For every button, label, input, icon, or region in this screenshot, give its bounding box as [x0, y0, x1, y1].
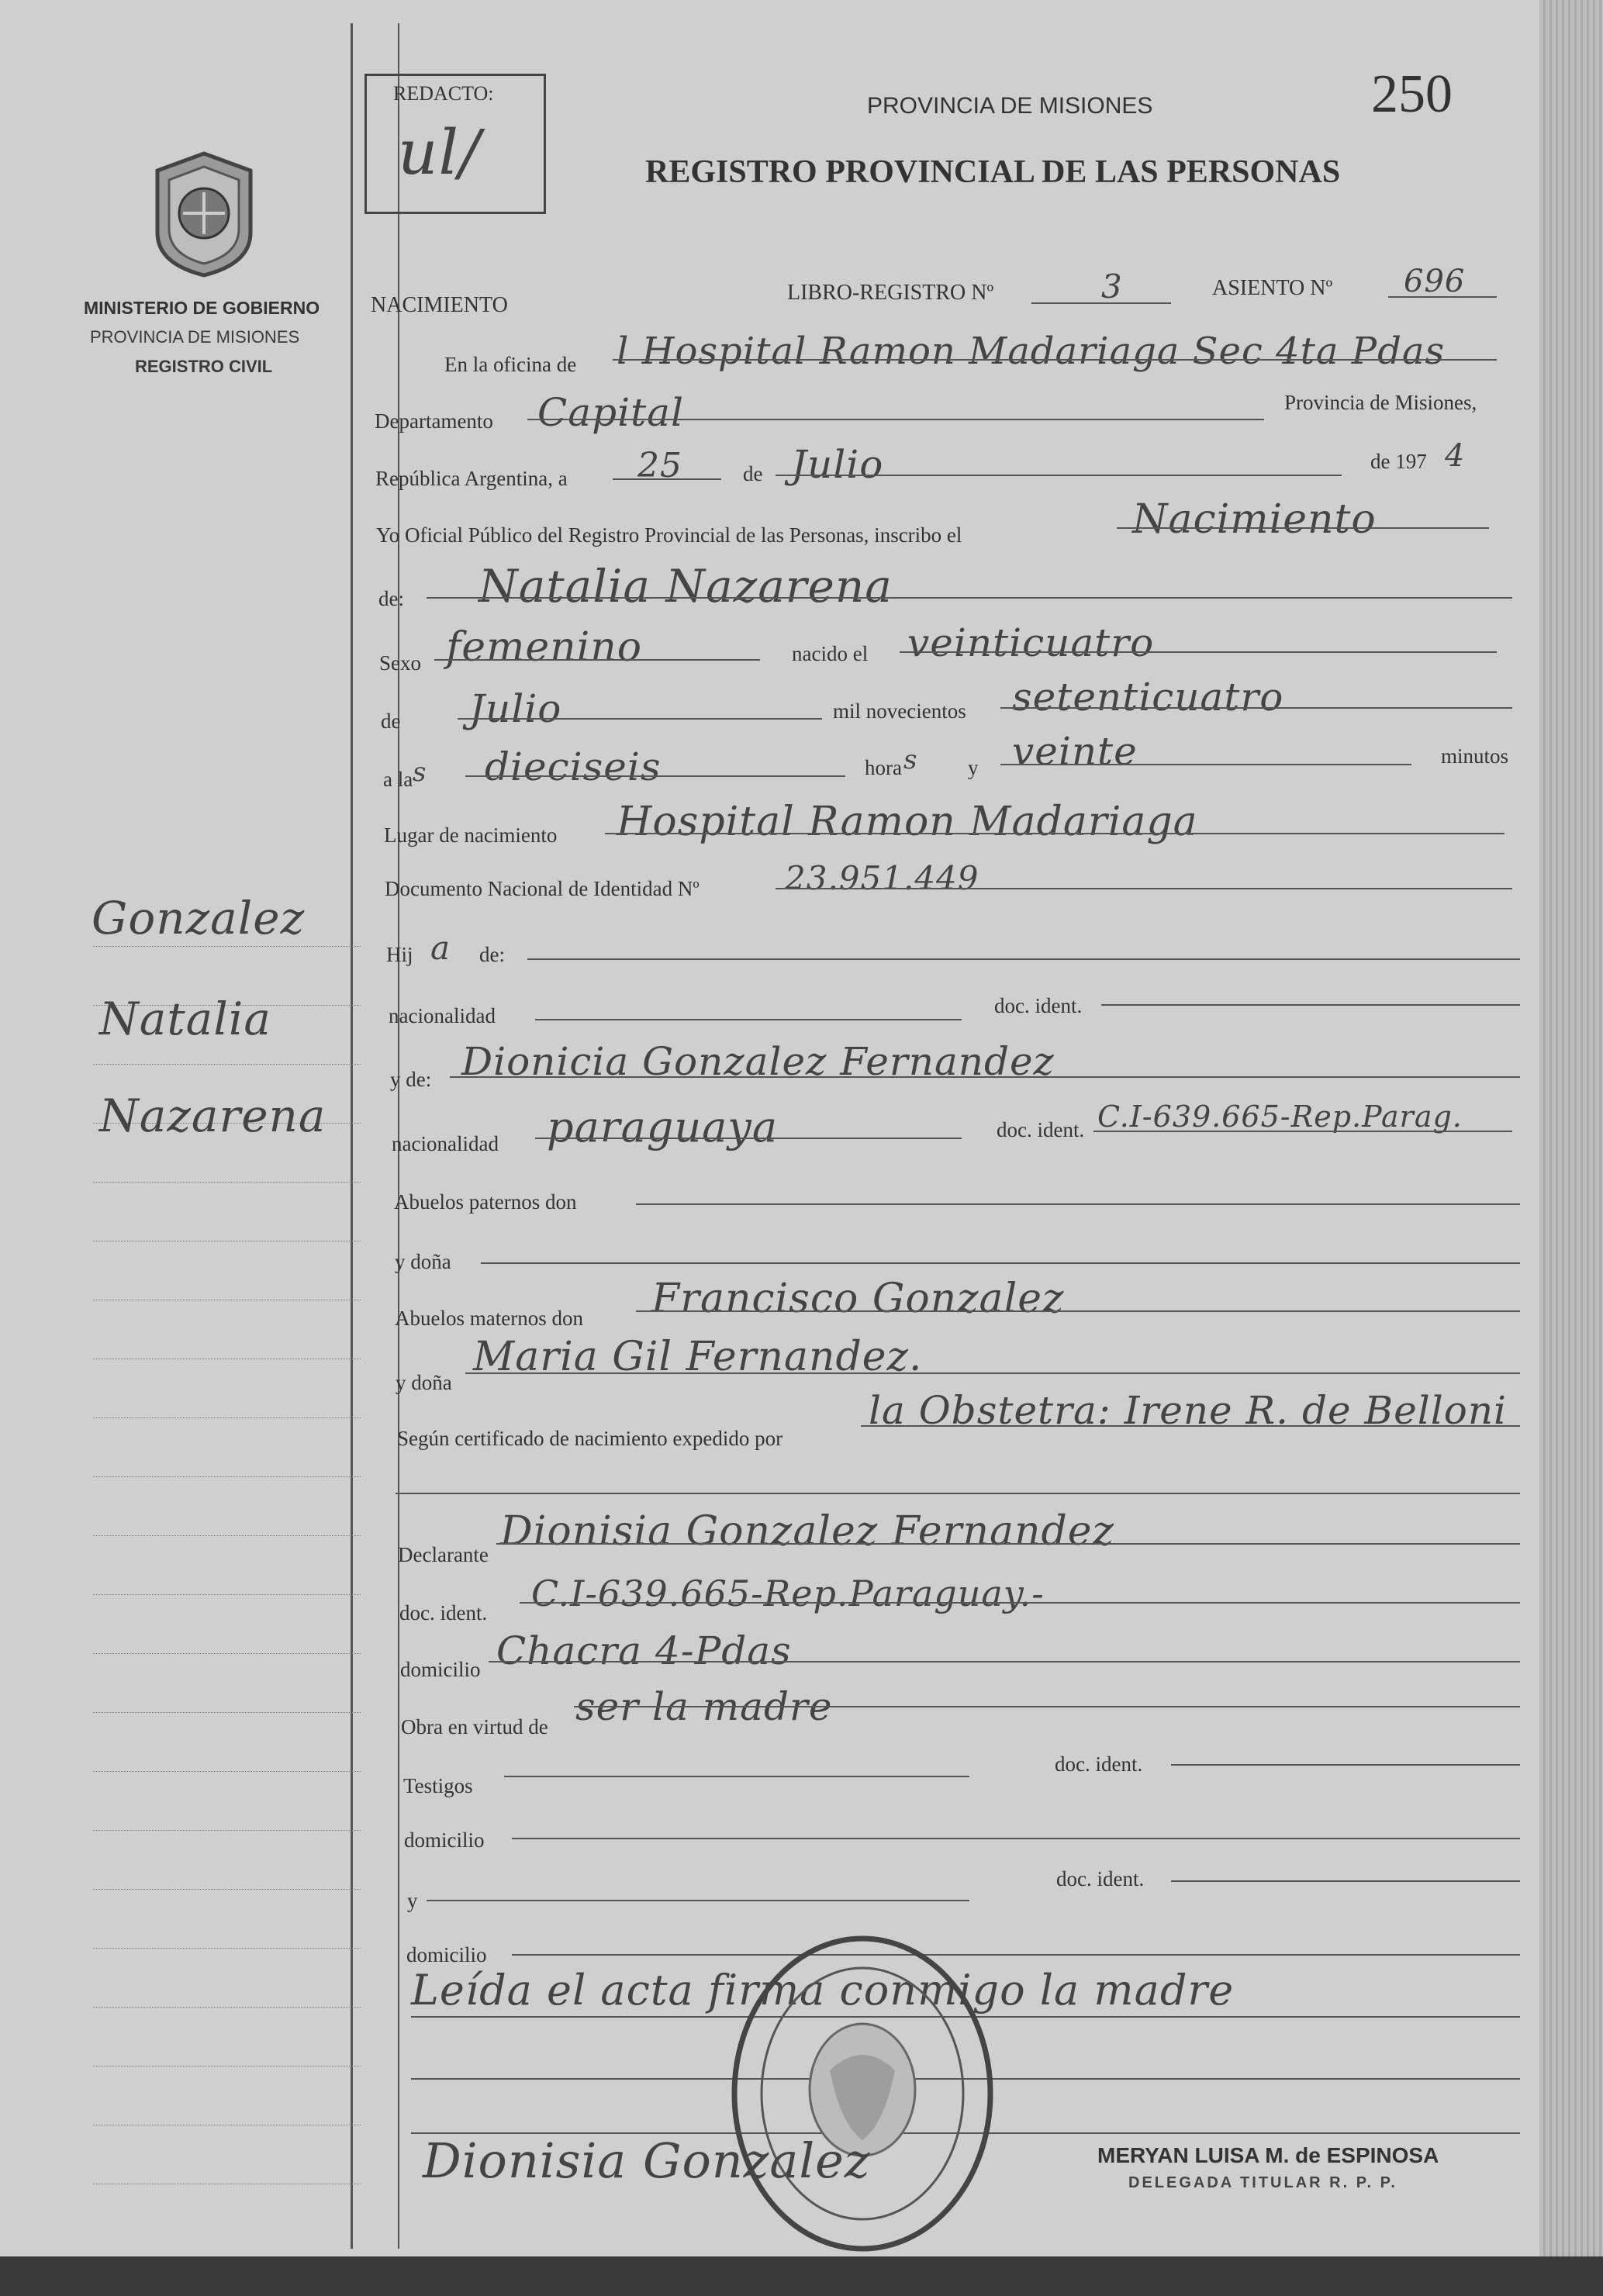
- oficial-label: Yo Oficial Público del Registro Provincial de las Personas, inscribo el: [376, 523, 962, 547]
- year-words-value: setenticuatro: [1012, 675, 1284, 720]
- margin-rule: [93, 1771, 361, 1772]
- segun-continuation-rule: [396, 1493, 1520, 1494]
- nacionalidad-rule: [535, 1019, 962, 1020]
- domicilio-value: Chacra 4-Pdas: [496, 1628, 792, 1673]
- official-name: MERYAN LUISA M. de ESPINOSA: [1097, 2143, 1439, 2167]
- margin-rule: [93, 1476, 361, 1477]
- hour-value: dieciseis: [485, 744, 662, 789]
- official-stamp-icon: [729, 1931, 997, 2256]
- oficina-label: En la oficina de: [444, 353, 577, 376]
- civil-registry-label: REGISTRO CIVIL: [135, 357, 273, 376]
- margin-note-first-name: Natalia: [99, 993, 271, 1045]
- republica-label: República Argentina, a: [375, 467, 568, 490]
- year-value: 4: [1445, 438, 1466, 474]
- ala-label: a la: [383, 768, 413, 791]
- nacido-rule: [900, 651, 1497, 653]
- obra-label: Obra en virtud de: [401, 1715, 548, 1738]
- testigos-label: Testigos: [403, 1774, 473, 1797]
- doc-ident3-label: doc. ident.: [1055, 1752, 1143, 1776]
- month-value: Julio: [791, 442, 884, 487]
- hij-de-label: de:: [479, 943, 505, 966]
- domicilio-rule: [489, 1661, 1520, 1662]
- ministry-label: MINISTERIO DE GOBIERNO: [84, 298, 320, 318]
- margin-rule: [93, 1712, 361, 1713]
- domicilio2-label: domicilio: [404, 1828, 485, 1852]
- abuela-materna-value: Maria Gil Fernandez.: [473, 1334, 923, 1380]
- margin-divider: [351, 23, 353, 2249]
- day-rule: [613, 478, 721, 480]
- doc-ident2-label: doc. ident.: [997, 1118, 1085, 1141]
- oficial-rule: [1117, 527, 1489, 529]
- mother-rule: [450, 1076, 1520, 1078]
- obra-value: ser la madre: [575, 1684, 833, 1729]
- birth-month-value: Julio: [469, 686, 562, 731]
- domicilio2-rule: [512, 1838, 1520, 1839]
- nacionalidad2-rule: [535, 1138, 962, 1139]
- nacionalidad2-label: nacionalidad: [392, 1132, 499, 1155]
- declarante-value: Dionisia Gonzalez Fernandez: [500, 1508, 1114, 1555]
- nacido-value: veinticuatro: [907, 620, 1155, 665]
- asiento-value: 696: [1404, 264, 1466, 299]
- doc-ident-label: doc. ident.: [994, 994, 1083, 1017]
- lugar-label: Lugar de nacimiento: [384, 823, 558, 847]
- redacto-box: [364, 74, 546, 214]
- abuelo-materno-value: Francisco Gonzalez: [651, 1276, 1065, 1322]
- lugar-rule: [605, 833, 1505, 834]
- margin-rule: [93, 1535, 361, 1536]
- margin-rule: [93, 1064, 361, 1065]
- y-dona2-label: y doña: [396, 1371, 452, 1394]
- official-title: DELEGADA TITULAR R. P. P.: [1128, 2174, 1397, 2191]
- hij-label: Hij: [386, 943, 413, 966]
- mother-name-value: Dionicia Gonzalez Fernandez: [461, 1039, 1055, 1084]
- doc-ident2-value: C.I-639.665-Rep.Parag.: [1097, 1100, 1463, 1134]
- act-type: NACIMIENTO: [371, 293, 508, 317]
- book-page-edges: [1539, 0, 1603, 2296]
- dni-value: 23.951.449: [785, 859, 979, 897]
- segun-value: la Obstetra: Irene R. de Belloni: [869, 1388, 1508, 1433]
- libro-value: 3: [1101, 268, 1123, 306]
- abuela-materna-rule: [465, 1372, 1520, 1374]
- minutes-rule: [1000, 764, 1411, 765]
- libro-label: LIBRO-REGISTRO Nº: [787, 281, 994, 305]
- obra-rule: [574, 1706, 1520, 1707]
- scan-bottom-band: [0, 2256, 1603, 2296]
- declarante-rule: [496, 1543, 1520, 1545]
- abuela-paterna-rule: [481, 1262, 1520, 1264]
- hour-rule: [465, 775, 845, 777]
- ala-suffix: s: [413, 757, 427, 788]
- birth-month-rule: [458, 718, 822, 720]
- abuelos-maternos-label: Abuelos maternos don: [395, 1307, 583, 1330]
- margin-rule: [93, 1182, 361, 1183]
- de-colon-label: de:: [378, 587, 404, 610]
- doc-ident2-rule: [1093, 1131, 1512, 1132]
- day-value: 25: [637, 446, 682, 485]
- sexo-value: femenino: [446, 624, 643, 671]
- doc-ident4-rule: [1171, 1880, 1520, 1882]
- sexo-label: Sexo: [379, 651, 421, 675]
- doc-ident-rule: [1101, 1004, 1520, 1006]
- doc-ident4-label: doc. ident.: [1056, 1867, 1145, 1890]
- decl-doc-rule: [520, 1602, 1520, 1604]
- hora-suffix: s: [903, 744, 918, 775]
- folio-number: 250: [1371, 64, 1453, 124]
- redacto-label: REDACTO:: [393, 82, 494, 105]
- departamento-rule: [527, 419, 1264, 420]
- left-province-label: PROVINCIA DE MISIONES: [90, 327, 300, 347]
- nacido-label: nacido el: [792, 642, 869, 665]
- father-rule: [527, 958, 1520, 960]
- month-rule: [776, 475, 1342, 476]
- margin-rule: [93, 946, 361, 947]
- margin-note-surname: Gonzalez: [92, 892, 306, 944]
- asiento-rule: [1388, 296, 1497, 298]
- provincia-label: Provincia de Misiones,: [1284, 391, 1477, 414]
- margin-rule: [93, 2007, 361, 2008]
- sexo-rule: [434, 659, 760, 661]
- child-name-value: Natalia Nazarena: [478, 560, 893, 613]
- segun-rule: [861, 1425, 1520, 1427]
- y-de-label: y de:: [390, 1068, 432, 1091]
- oficina-value: l Hospital Ramon Madariaga Sec 4ta Pdas: [617, 330, 1446, 373]
- margin-note-second-name: Nazarena: [99, 1089, 326, 1142]
- margin-rule: [93, 1948, 361, 1949]
- dni-label: Documento Nacional de Identidad Nº: [385, 877, 700, 900]
- margin-rule: [93, 1889, 361, 1890]
- domicilio-label: domicilio: [400, 1658, 481, 1681]
- registry-heading: REGISTRO PROVINCIAL DE LAS PERSONAS: [645, 154, 1341, 190]
- oficina-rule: [613, 359, 1497, 361]
- mil-label: mil novecientos: [833, 699, 966, 723]
- redacto-initials: ul/: [398, 116, 482, 188]
- minutos-label: minutos: [1441, 744, 1509, 768]
- abuelos-paternos-label: Abuelos paternos don: [394, 1190, 577, 1214]
- declarante-label: Declarante: [398, 1543, 489, 1566]
- testigo2-rule: [427, 1900, 969, 1901]
- margin-rule: [93, 1594, 361, 1595]
- margin-rule: [93, 1417, 361, 1418]
- abuelo-materno-rule: [636, 1310, 1520, 1312]
- leida-note: Leída el acta firma conmigo la madre: [411, 1966, 1235, 2015]
- de-label: de: [743, 462, 763, 485]
- year-label: de 197: [1370, 450, 1427, 473]
- domicilio3-label: domicilio: [406, 1943, 487, 1966]
- margin-rule: [93, 1653, 361, 1654]
- departamento-value: Capital: [537, 390, 684, 435]
- acta-type-value: Nacimiento: [1132, 496, 1377, 543]
- decl-doc-value: C.I-639.665-Rep.Paraguay.-: [531, 1573, 1045, 1614]
- year-words-rule: [1000, 707, 1512, 709]
- province-heading: PROVINCIA DE MISIONES: [867, 93, 1153, 119]
- y-dona-label: y doña: [395, 1250, 451, 1273]
- nacionalidad2-value: paraguaya: [547, 1103, 779, 1151]
- lugar-value: Hospital Ramon Madariaga: [617, 799, 1198, 845]
- y-label: y: [968, 756, 979, 779]
- government-seal-icon: [146, 147, 262, 279]
- libro-rule: [1031, 302, 1171, 304]
- hij-suffix: a: [430, 929, 451, 967]
- margin-rule: [93, 1830, 361, 1831]
- de2-label: de: [381, 710, 401, 733]
- name-rule: [427, 597, 1512, 599]
- testigos-rule: [504, 1776, 969, 1777]
- nacionalidad-label: nacionalidad: [389, 1004, 496, 1027]
- doc-ident3-rule: [1171, 1764, 1520, 1766]
- y2-label: y: [407, 1889, 418, 1912]
- segun-label: Según certificado de nacimiento expedido por: [397, 1427, 783, 1450]
- dni-rule: [776, 888, 1512, 889]
- hora-label: hora: [865, 756, 902, 779]
- domicilio3-rule: [512, 1954, 1520, 1956]
- decl-doc-label: doc. ident.: [399, 1601, 488, 1624]
- minutes-value: veinte: [1012, 729, 1138, 774]
- declarant-signature: Dionisia Gonzalez: [423, 2132, 871, 2189]
- departamento-label: Departamento: [375, 409, 493, 433]
- asiento-label: ASIENTO Nº: [1212, 276, 1333, 300]
- abuelos-paternos-rule: [636, 1203, 1520, 1205]
